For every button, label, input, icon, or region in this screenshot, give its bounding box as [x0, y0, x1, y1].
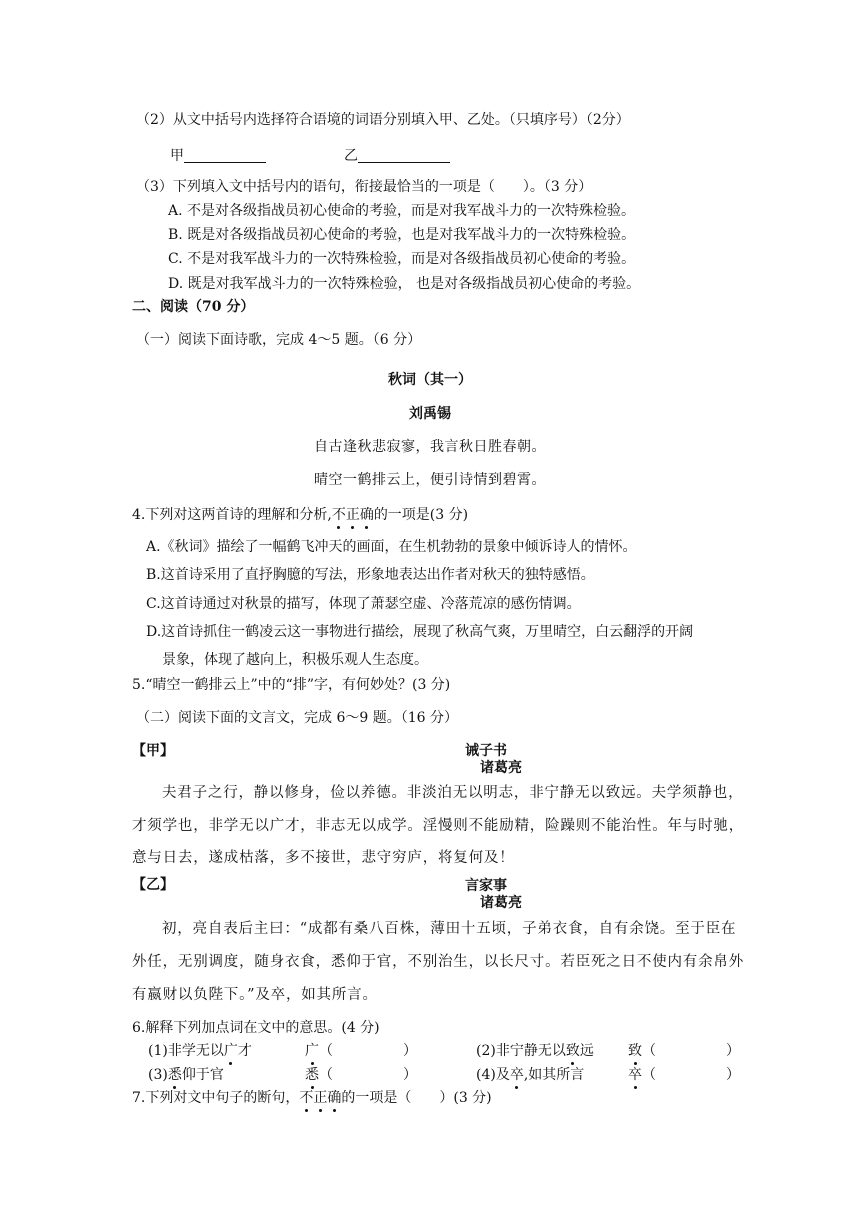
- jia-blank-line: [184, 148, 266, 163]
- q5-stem: 5.“晴空一鹤排云上”中的“排”字，有何妙处？(3 分): [132, 677, 451, 693]
- q2-blank-yi: [344, 146, 450, 166]
- q6-item-4: (4)及卒,如其所言: [476, 1067, 585, 1083]
- q3-option-d: D. 既是对我军战斗力的一次特殊检验， 也是对各级指战员初心使命的考验。: [168, 276, 641, 292]
- emphasis-char: 正: [313, 1090, 328, 1106]
- passage-yi-title: 言家事: [465, 878, 507, 894]
- q6-item-2-answer: 致（ ）: [628, 1043, 740, 1059]
- q4-option-a: A.《秋词》描绘了一幅鹤飞冲天的画面，在生机勃勃的景象中倾诉诗人的情怀。: [146, 539, 637, 555]
- emphasis-char: 不: [299, 1090, 314, 1106]
- emphasis-char: 致: [628, 1043, 642, 1059]
- q6-item-3: (3)悉仰于官: [148, 1067, 224, 1083]
- poem-line-1: 自古逢秋悲寂寥，我言秋日胜春朝。: [314, 439, 546, 455]
- q3-option-c: C. 不是对我军战斗力的一次特殊检验，而是对各级指战员初心使命的考验。: [168, 251, 636, 267]
- q6-item-4-answer: 卒（ ）: [628, 1067, 740, 1083]
- emphasis-char: 悉: [167, 1067, 182, 1083]
- q4-stem-post: 的一项是(3 分): [373, 507, 469, 523]
- part1-intro: （一）阅读下面诗歌，完成 4～5 题。（6 分）: [136, 332, 422, 348]
- emphasis-char: 正: [345, 507, 360, 523]
- passage-yi-line-1: 初，亮自表后主曰：“成都有桑八百株，薄田十五顷，子弟衣食，自有余饶。至于臣在: [162, 921, 737, 937]
- q6-item-1-answer: 广（ ）: [305, 1043, 417, 1059]
- q3-option-b: B. 既是对各级指战员初心使命的考验，也是对我军战斗力的一次特殊检验。: [168, 227, 636, 243]
- q6-stem: 6.解释下列加点词在文中的意思。(4 分): [132, 1020, 380, 1036]
- passage-jia-line-3: 意与日去，遂成枯落，多不接世，悲守穷庐，将复何及！: [132, 850, 515, 866]
- q4-option-b: B.这首诗采用了直抒胸臆的写法，形象地表达出作者对秋天的独特感悟。: [146, 567, 595, 583]
- q3-option-a: A. 不是对各级指战员初心使命的考验，而是对我军战斗力的一次特殊检验。: [168, 203, 636, 219]
- section-reading-title: 二、阅读（70 分）: [132, 299, 255, 315]
- emphasis-char: 不: [331, 507, 346, 523]
- emphasis-char: 广: [223, 1043, 238, 1059]
- q7-stem-pre: 7.下列对文中句子的断句，: [132, 1090, 300, 1106]
- emphasis-char: 致: [565, 1043, 580, 1059]
- poem-title: 秋词（其一）: [388, 372, 472, 388]
- emphasis-char: 悉: [305, 1067, 319, 1083]
- passage-yi-label: 【乙】: [132, 877, 174, 893]
- q6-item-3-answer: 悉（ ）: [305, 1067, 417, 1083]
- emphasis-char: 卒: [628, 1067, 642, 1083]
- part2-intro: （二）阅读下面的文言文，完成 6～9 题。（16 分）: [136, 710, 458, 726]
- q2-stem: （2）从文中括号内选择符合语境的词语分别填入甲、乙处。（只填序号）（2分）: [136, 112, 630, 128]
- q4-stem: [132, 505, 468, 525]
- yi-label: 乙: [344, 148, 358, 164]
- emphasis-char: 确: [327, 1090, 342, 1106]
- emphasis-char: 广: [305, 1043, 319, 1059]
- poem-author: 刘禹锡: [409, 406, 451, 422]
- passage-jia-author: 诸葛亮: [480, 760, 522, 776]
- q4-stem-pre: 4.下列对这两首诗的理解和分析,: [132, 507, 332, 523]
- passage-jia-line-2: 才须学也，非学无以广才，非志无以成学。淫慢则不能励精，险躁则不能治性。年与时驰，: [132, 818, 744, 834]
- q7-stem-post: 的一项是（ ）(3 分): [341, 1090, 492, 1106]
- emphasis-char: 确: [359, 507, 374, 523]
- passage-yi-line-3: 有嬴财以负陛下。”及卒，如其所言。: [132, 987, 378, 1003]
- q6-item-2: (2)非宁静无以致远: [476, 1043, 594, 1059]
- q6-item-1: (1)非学无以广才: [148, 1043, 252, 1059]
- passage-yi-line-2: 外任，无别调度，随身衣食，悉仰于官，不别治生，以长尺寸。若臣死之日不使内有余帛外: [132, 954, 744, 970]
- q7-stem: [132, 1088, 492, 1108]
- q4-option-c: C.这首诗通过对秋景的描写，体现了萧瑟空虚、冷落荒凉的感伤情调。: [146, 596, 581, 612]
- passage-jia-line-1: 夫君子之行，静以修身，俭以养德。非淡泊无以明志，非宁静无以致远。夫学须静也，: [162, 785, 744, 801]
- emphasis-char: 卒: [509, 1067, 524, 1083]
- q3-stem: （3）下列填入文中括号内的语句，衔接最恰当的一项是（ ）。（3 分）: [136, 179, 593, 195]
- jia-label: 甲: [170, 148, 184, 164]
- passage-yi-author: 诸葛亮: [480, 895, 522, 911]
- passage-jia-title: 诫子书: [465, 743, 507, 759]
- yi-blank-line: [358, 148, 450, 163]
- q4-option-d-cont: 景象，体现了越向上，积极乐观人生态度。: [162, 652, 428, 668]
- passage-jia-label: 【甲】: [132, 743, 174, 759]
- q4-option-d: D.这首诗抓住一鹤凌云这一事物进行描绘，展现了秋高气爽，万里晴空，白云翻浮的开阔: [146, 624, 694, 640]
- q2-blank-jia: [170, 146, 266, 166]
- poem-line-2: 晴空一鹤排云上，便引诗情到碧霄。: [314, 472, 546, 488]
